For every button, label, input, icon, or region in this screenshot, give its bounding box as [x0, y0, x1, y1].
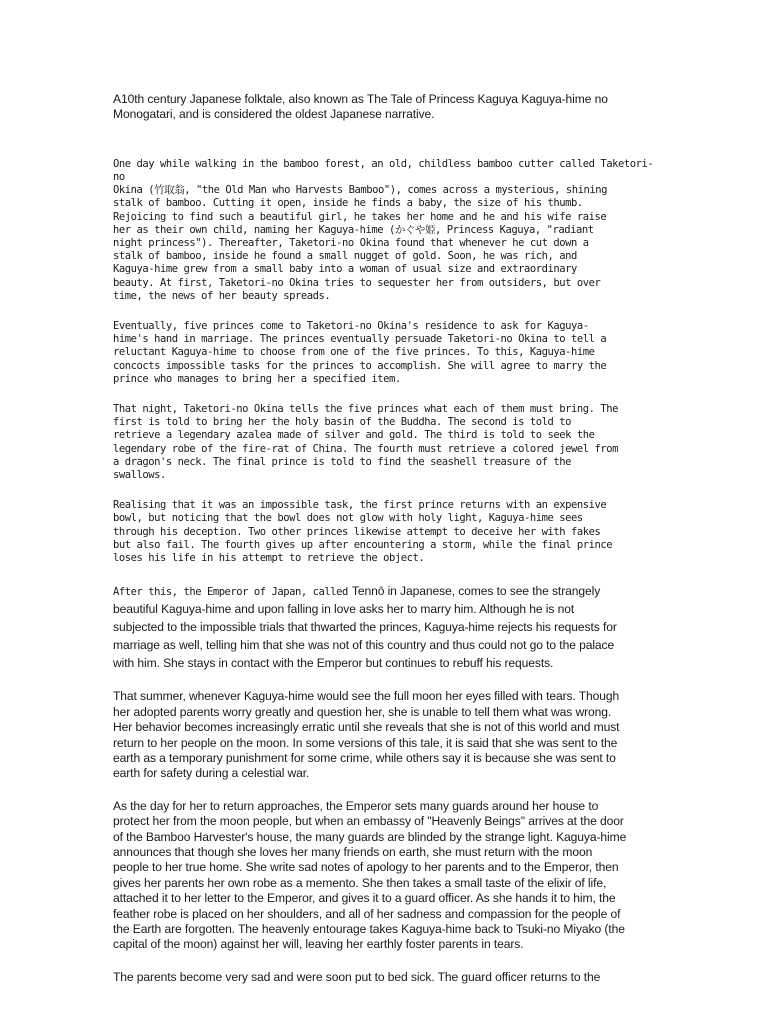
story-paragraph-5-rest: Tennō in Japanese, comes to see the strangely beautiful Kaguya-hime and upon falling in love asks her to marry him. Although he is not subjected to the impossible trials that thwarted the princes, Kaguya-hime rejects his requests for marriage as well, telling him that she was not of this country and thus could not go to the palace with him. She stays in contact with the Emperor but continues to rebuff his requests. [113, 584, 617, 671]
story-paragraph-8: The parents become very sad and were soon put to bed sick. The guard officer returns to the [113, 969, 601, 984]
story-paragraph-5 [113, 582, 656, 672]
document-page [113, 92, 656, 985]
story-paragraph-2: Eventually, five princes come to Taketori-no Okina's residence to ask for Kaguya- hime's hand in marriage. The princes eventually persuade Taketori-no Okina to tell a reluctant Kaguya-hime to choose from one of the five princes. To this, Kaguya-hime concocts impossible tasks for the princes to accomplish. She will agree to marry the prince who manages to bring her a specified item. [113, 320, 607, 385]
story-paragraph-6: That summer, whenever Kaguya-hime would see the full moon her eyes filled with tears. Though her adopted parents worry greatly and question her, she is unable to tell them what was wrong. Her behavior becomes increasingly erratic until she reveals that she is not of this world and must return to her people on the moon. In some versions of this tale, it is said that she was sent to the earth as a temporary punishment for some crime, while others say it is because she was sent to earth for safety during a celestial war. [113, 689, 620, 781]
intro-paragraph: A10th century Japanese folktale, also known as The Tale of Princess Kaguya Kaguya-hime no Monogatari, and is considered the oldest Japanese narrative. [113, 92, 608, 122]
story-paragraph-7: As the day for her to return approaches, the Emperor sets many guards around her house to protect her from the moon people, but when an embassy of "Heavenly Beings" arrives at the door of the Bamboo Harvester's house, the many guards are blinded by the strange light. Kaguya-hime announces that though she loves her many friends on earth, she must return with the moon people to her true home. She write sad notes of apology to her parents and to the Emperor, then gives her parents her own robe as a memento. She then takes a small taste of the elixir of life, attached it to her letter to the Emperor, and gives it to a guard officer. As she hands it to him, the feather robe is placed on her shoulders, and all of her sadness and compassion for the people of the Earth are forgotten. The heavenly entourage takes Kaguya-hime back to Tsuki-no Miyako (the capital of the moon) against her will, leaving her earthly foster parents in tears. [113, 798, 627, 952]
story-paragraph-1: One day while walking in the bamboo forest, an old, childless bamboo cutter called Taketori-no Okina (竹取翁, "the Old Man who Harvests Bamboo"), comes across a mysterious, shining stalk of bamboo. Cutting it open, inside he finds a baby, the size of his thumb. Rejoicing to find such a beautiful girl, he takes her home and he and his wife raise her as their own child, naming her Kaguya-hime (かぐや姫, Princess Kaguya, "radiant night princess"). Thereafter, Taketori-no Okina found that whenever he cut down a stalk of bamboo, inside he found a small nugget of gold. Soon, he was rich, and Kaguya-hime grew from a small baby into a woman of usual size and extraordinary beauty. At first, Taketori-no Okina tries to sequester her from outsiders, but over time, the news of her beauty spreads. [113, 157, 654, 302]
story-paragraph-4: Realising that it was an impossible task, the first prince returns with an expensive bowl, but noticing that the bowl does not glow with holy light, Kaguya-hime sees through his deception. Two other princes likewise attempt to deceive her with fakes but also fail. The fourth gives up after encountering a storm, while the final prince loses his life in his attempt to retrieve the object. [113, 499, 613, 565]
story-paragraph-5-lead: After this, the Emperor of Japan, called [113, 586, 348, 599]
story-paragraph-3: That night, Taketori-no Okina tells the five princes what each of them must bring. The first is told to bring her the holy basin of the Buddha. The second is told to retrieve a legendary azalea made of silver and gold. The third is told to seek the legendary robe of the fire-rat of China. The fourth must retrieve a colored jewel from a dragon's neck. The final prince is told to find the seashell treasure of the swallows. [113, 403, 618, 482]
